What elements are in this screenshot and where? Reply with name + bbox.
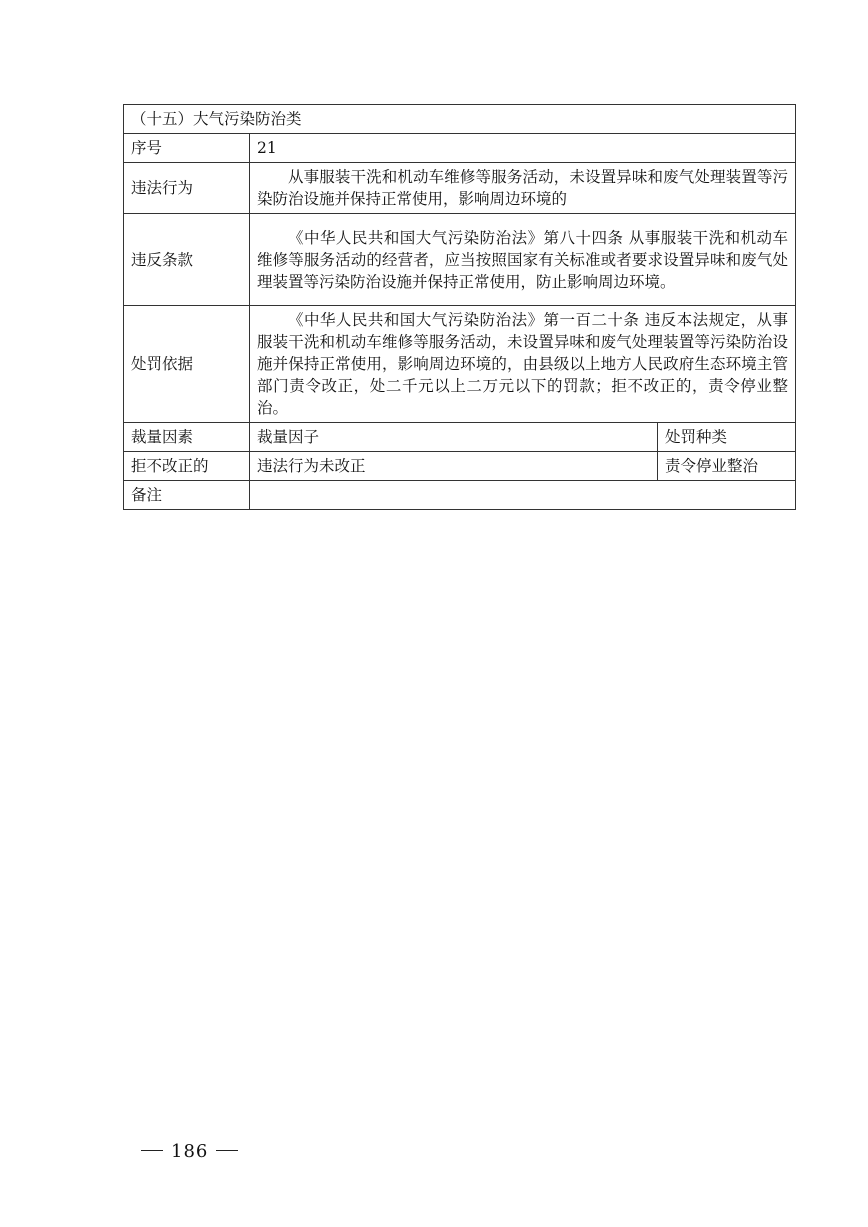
seq-value: 21 <box>250 134 796 163</box>
penalty-type-header: 处罚种类 <box>658 423 796 452</box>
seq-label: 序号 <box>124 134 250 163</box>
violation-row <box>124 163 796 214</box>
discretion-header-row <box>124 423 796 452</box>
penalty-type: 责令停业整治 <box>658 452 796 481</box>
violation-value: 从事服装干洗和机动车维修等服务活动，未设置异味和废气处理装置等污染防治设施并保持正常使用，影响周边环境的 <box>250 163 796 214</box>
discretion-factor: 拒不改正的 <box>124 452 250 481</box>
footer-dash-left <box>141 1150 163 1151</box>
regulation-sheet <box>123 104 795 510</box>
discretion-factor-header: 裁量因素 <box>124 423 250 452</box>
page-footer <box>133 1141 246 1162</box>
discretion-detail: 违法行为未改正 <box>250 452 658 481</box>
basis-label: 处罚依据 <box>124 306 250 423</box>
seq-row <box>124 134 796 163</box>
section-title: （十五）大气污染防治类 <box>124 105 796 134</box>
violation-label: 违法行为 <box>124 163 250 214</box>
clause-label: 违反条款 <box>124 214 250 306</box>
basis-value: 《中华人民共和国大气污染防治法》第一百二十条 违反本法规定，从事服装干洗和机动车维修等服务活动，未设置异味和废气处理装置等污染防治设施并保持正常使用，影响周边环境的，由县级以上地方人民政府生态环境主管部门责令改正，处二千元以上二万元以下的罚款；拒不改正的，责令停业整治。 <box>250 306 796 423</box>
discretion-row <box>124 452 796 481</box>
basis-row <box>124 306 796 423</box>
clause-value: 《中华人民共和国大气污染防治法》第八十四条 从事服装干洗和机动车维修等服务活动的经营者，应当按照国家有关标准或者要求设置异味和废气处理装置等污染防治设施并保持正常使用，防止影响周边环境。 <box>250 214 796 306</box>
page-number: 186 <box>171 1141 209 1162</box>
remark-row <box>124 481 796 510</box>
footer-dash-right <box>216 1150 238 1151</box>
section-title-row <box>124 105 796 134</box>
remark-value <box>250 481 796 510</box>
penalty-table <box>123 104 796 510</box>
remark-label: 备注 <box>124 481 250 510</box>
discretion-detail-header: 裁量因子 <box>250 423 658 452</box>
clause-row <box>124 214 796 306</box>
